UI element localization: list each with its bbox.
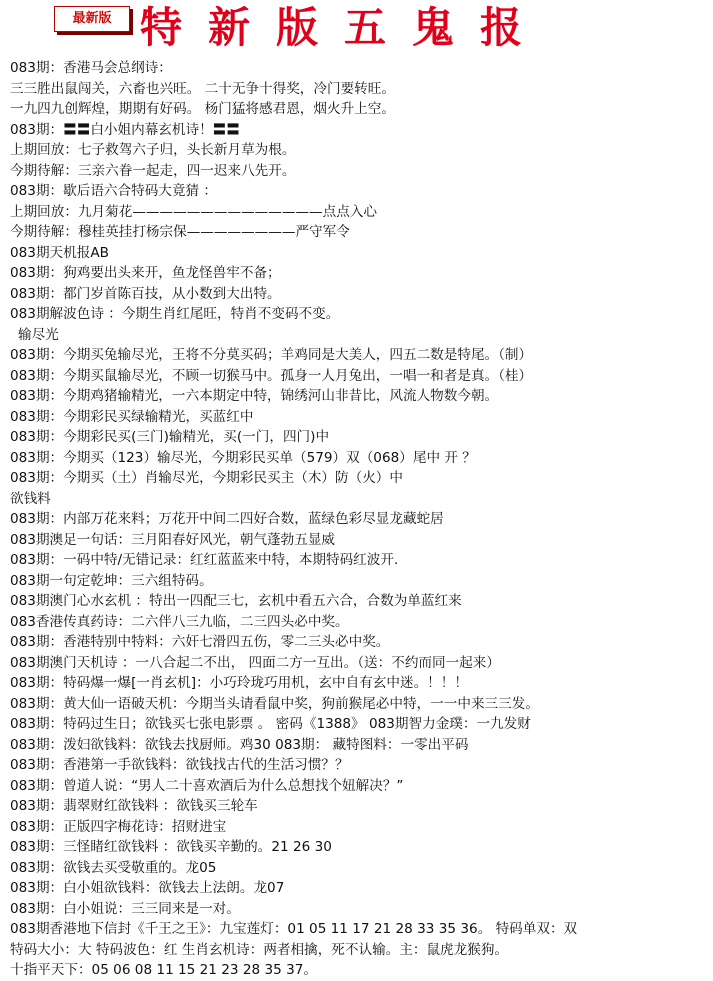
- page-title: 特新版五鬼报: [140, 3, 549, 52]
- text-line: 083期：香港马会总纲诗：: [10, 60, 172, 76]
- text-line: 输尽光: [18, 326, 59, 343]
- text-line: 083期：今期彩民买绿输精光，买蓝红中: [10, 408, 254, 425]
- text-line: 083期：欲钱去买受敬重的。龙05: [10, 859, 217, 876]
- text-line: 083期澳足一句话：三月阳春好风光，朝气蓬勃五显威: [10, 531, 336, 548]
- text-line: 083期：都门岁首陈百技，从小数到大出特。: [10, 285, 281, 302]
- text-line: 083期：特码爆一爆[一肖玄机]：小巧玲珑巧用机，玄中自有玄中迷。！！！: [10, 675, 468, 691]
- text-line: 083期：香港第一手欲钱料：欲钱找古代的生活习惯？？: [10, 757, 349, 773]
- text-line: 083期：内部万花来料；万花开中间二四好合数，蓝绿色彩尽显龙藏蛇居: [10, 511, 444, 527]
- text-line: 083期：正版四字梅花诗：招财进宝: [10, 818, 227, 835]
- text-line: 083期：香港特别中特料：六奸七滑四五伤，零二三头必中奖。: [10, 634, 390, 650]
- text-line: 083期一句定乾坤：三六组特码。: [10, 572, 213, 589]
- text-line: 今期待解：三亲六眷一起走，四一迟来八先开。: [10, 162, 296, 179]
- text-line: 083期：黄大仙一语破天机：今期当头请看鼠中奖，狗前猴尾必中特，一一中来三三发。: [10, 695, 539, 712]
- content-lines: [10, 58, 710, 981]
- text-line: 083期香港地下信封《千王之王》：九宝莲灯：01 05 11 17 21 28 33 35 36。 特码单双：双: [10, 921, 578, 937]
- text-line: 特码大小：大 特码波色：红 生肖玄机诗：两者相擒，死不认输。主：鼠虎龙猴狗。: [10, 941, 509, 958]
- text-line: 083期：三怪睹红欲钱料 ：欲钱买辛勤的。21 26 30: [10, 839, 332, 855]
- text-line: 欲钱料: [10, 490, 51, 507]
- text-line: 083期：今期鸡猪输精光，一六本期定中特，锦绣河山非昔比，风流人物数今朝。: [10, 388, 499, 404]
- latest-edition-badge: 最新版: [54, 6, 130, 32]
- text-line: 083期：今期买（123）输尽光，今期彩民买单（579）双（068）尾中 开 ？: [10, 449, 476, 466]
- text-line: 十指平天下：05 06 08 11 15 21 23 28 35 37。: [10, 962, 318, 978]
- text-line: 083期：今期彩民买(三门)输精光，买(一门，四门)中: [10, 429, 330, 445]
- text-line: 一九四九创辉煌，期期有好码。 杨门猛将感君恩，烟火升上空。: [10, 101, 395, 117]
- text-line: 083期解波色诗 ：今期生肖红尾旺，特肖不变码不变。: [10, 306, 340, 322]
- text-line: 083香港传真药诗：二六伴八三九临，二三四头必中奖。: [10, 613, 349, 630]
- text-line: 上期回放：九月菊花——————————————点点入心: [10, 203, 378, 220]
- text-line: 三三胜出鼠闯关，六畜也兴旺。 二十无争十得奖，冷门要转旺。: [10, 80, 395, 97]
- text-line: 083期：泼妇欲钱料：欲钱去找厨师。鸡30 083期： 藏特图料：一零出平码: [10, 736, 469, 753]
- text-line: 083期：今期买鼠输尽光，不顾一切猴马中。孤身一人月兔出，一唱一和者是真。（桂）: [10, 367, 533, 384]
- text-line: 083期：一码中特/无错记录：红红蓝蓝来中特，本期特码红波开.: [10, 552, 399, 568]
- text-line: 083期：翡翠财红欲钱料 ：欲钱买三轮车: [10, 798, 258, 814]
- text-line: 083期：今期买兔输尽光，王将不分莫买码；羊鸡同是大美人，四五二数是特尾。（制）: [10, 347, 533, 363]
- text-line: 083期澳门天机诗 ：一八合起二不出， 四面二方一互出。（送：不约而同一起来）: [10, 654, 500, 671]
- text-line: 083期：曾道人说：“男人二十喜欢酒后为什么总想找个妞解决？”: [10, 777, 404, 794]
- text-line: 今期待解：穆桂英挂打杨宗保————————严守军令: [10, 224, 350, 240]
- text-line: 083期：狗鸡要出头来开，鱼龙怪兽牢不备；: [10, 265, 281, 281]
- text-line: 083期：白小姐欲钱料：欲钱去上法朗。龙07: [10, 880, 285, 896]
- text-line: 上期回放：七子救驾六子归，头长新月草为根。: [10, 142, 296, 158]
- text-line: 083期天机报AB: [10, 244, 109, 261]
- text-line: 083期：歇后语六合特码大竟猜 ：: [10, 183, 217, 199]
- text-line: 083期：白小姐说：三三同来是一对。: [10, 900, 240, 917]
- text-line: 083期澳门心水玄机 ：特出一四配三七，玄机中看五六合，合数为单蓝红来: [10, 593, 462, 609]
- text-line: 083期：〓〓白小姐内幕玄机诗！〓〓: [10, 121, 240, 138]
- text-line: 083期：特码过生日；欲钱买七张电影票 。 密码《1388》 083期智力金璞：一九发财: [10, 716, 531, 732]
- text-line: 083期：今期买（土）肖输尽光，今期彩民买主（木）防（火）中: [10, 470, 403, 486]
